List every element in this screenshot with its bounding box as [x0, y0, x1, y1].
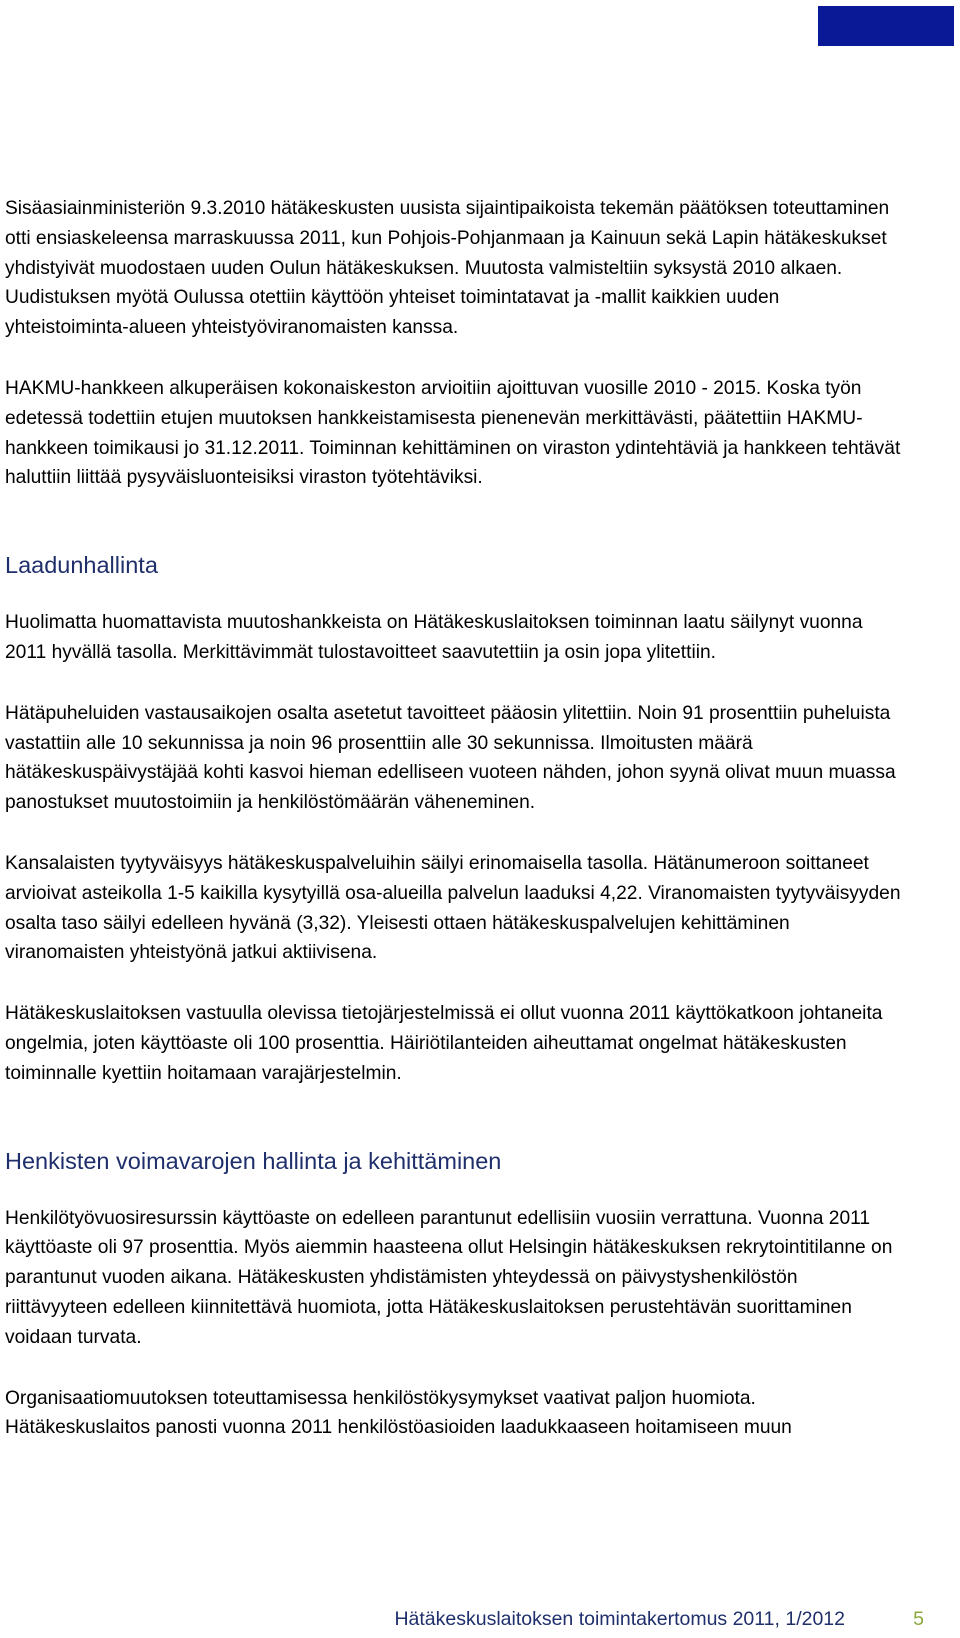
- paragraph-organisation-change: Organisaatiomuutoksen toteuttamisessa henkilöstökysymykset vaativat paljon huomiota. Hätäkeskuslaitos panosti vuonna 2011 henkilöstöasioiden laadukkaaseen hoitamiseen muun: [5, 1387, 792, 1439]
- header-color-bar: [818, 6, 954, 46]
- paragraph-information-systems: Hätäkeskuslaitoksen vastuulla olevissa tietojärjestelmissä ei ollut vuonna 2011 käyttökatkoon johtaneita ongelmia, joten käyttöaste oli 100 prosenttia. Häiriötilanteiden aiheuttamat ongelmat hätäkeskusten toiminnalle kyettiin hoitamaan varajärjestelmin.: [5, 1003, 883, 1084]
- page-number: 5: [913, 1608, 924, 1630]
- paragraph-response-times: Hätäpuheluiden vastausaikojen osalta asetetut tavoitteet pääosin ylitettiin. Noin 91 prosenttiin puheluista vastattiin alle 10 sekunnissa ja noin 96 prosenttiin alle 30 sekunnissa. Ilmoitusten määrä hätäkeskuspäivystäjää kohti kasvoi hieman edelliseen vuoteen nähden, johon syynä olivat muun muassa panostukset muutostoimiin ja henkilöstömäärän väheneminen.: [5, 702, 896, 814]
- heading-human-resources: Henkisten voimavarojen hallinta ja kehittäminen: [5, 1147, 502, 1174]
- page-footer: [0, 1607, 960, 1631]
- heading-quality-management: Laadunhallinta: [5, 552, 158, 579]
- paragraph-staff-utilization: Henkilötyövuosiresurssin käyttöaste on edelleen parantunut edellisiin vuosiin verrattuna. Vuonna 2011 käyttöaste oli 97 prosenttia. Myös aiemmin haasteena ollut Helsingin hätäkeskuksen rekrytointitilanne on parantunut vuoden aikana. Hätäkeskusten yhdistämisten yhteydessä on päivystyshenkilöstön riittävyyteen edelleen kiinnitettävä huomiota, jotta Hätäkeskuslaitoksen perustehtävän suorittaminen voidaan turvata.: [5, 1207, 893, 1348]
- footer-title: Hätäkeskuslaitoksen toimintakertomus 2011, 1/2012: [394, 1608, 845, 1630]
- paragraph-ministry-decision: Sisäasiainministeriön 9.3.2010 hätäkeskusten uusista sijaintipaikoista tekemän päätöksen toteuttaminen otti ensiaskeleensa marraskuussa 2011, kun Pohjois-Pohjanmaan ja Kainuun sekä Lapin hätäkeskukset yhdistyivät muodostaen uuden Oulun hätäkeskuksen. Muutosta valmisteltiin syksystä 2010 alkaen. Uudistuksen myötä Oulussa otettiin käyttöön yhteiset toimintatavat ja -mallit kaikkien uuden yhteistoiminta-alueen yhteistyöviranomaisten kanssa.: [5, 198, 890, 339]
- document-body: [5, 194, 905, 1443]
- paragraph-satisfaction: Kansalaisten tyytyväisyys hätäkeskuspalveluihin säilyi erinomaisella tasolla. Hätänumeroon soittaneet arvioivat asteikolla 1-5 kaikilla kysytyillä osa-alueilla palvelun laaduksi 4,22. Viranomaisten tyytyväisyyden osalta taso säilyi edelleen hyvänä (3,32). Yleisesti ottaen hätäkeskuspalvelujen kehittäminen viranomaisten yhteistyönä jatkui aktiivisena.: [5, 852, 901, 964]
- paragraph-quality-level: Huolimatta huomattavista muutoshankkeista on Hätäkeskuslaitoksen toiminnan laatu säilynyt vuonna 2011 hyvällä tasolla. Merkittävimmät tulostavoitteet saavutettiin ja osin jopa ylitettiin.: [5, 612, 863, 663]
- paragraph-hakmu-project: HAKMU-hankkeen alkuperäisen kokonaiskeston arvioitiin ajoittuvan vuosille 2010 - 2015. Koska työn edetessä todettiin etujen muutoksen hankkeistamisesta pienenevän merkittävästi, päätettiin HAKMU- hankkeen toimikausi jo 31.12.2011. Toiminnan kehittäminen on viraston ydintehtäviä ja hankkeen tehtävät haluttiin liittää pysyväisluonteisiksi viraston työtehtäviksi.: [5, 377, 901, 489]
